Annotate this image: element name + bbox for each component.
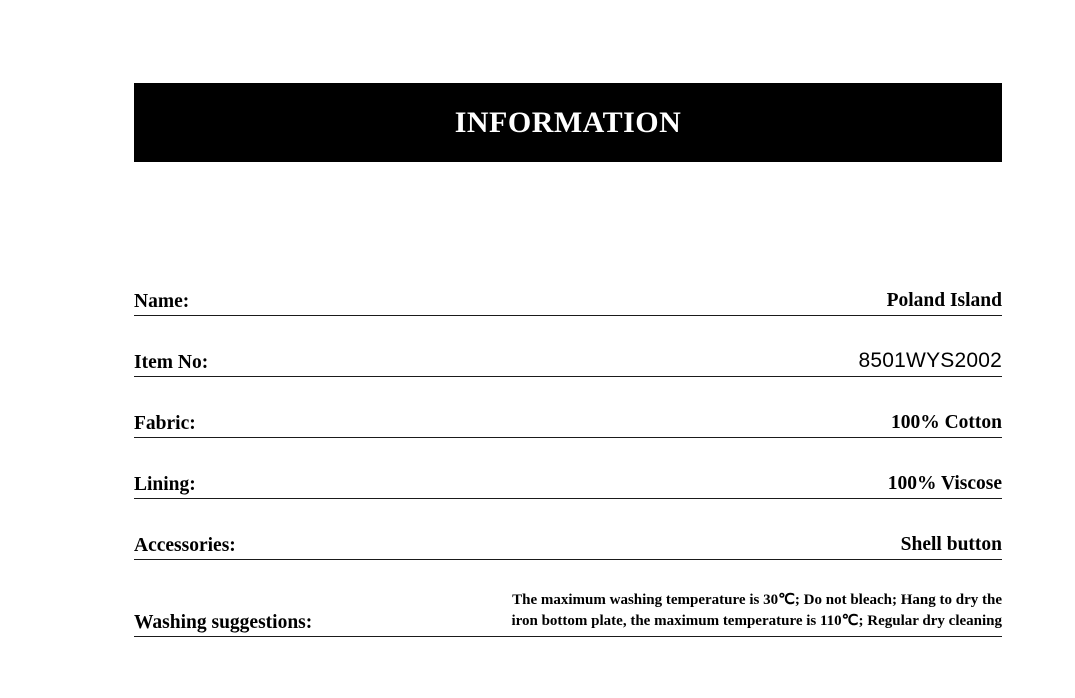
row-label-accessories: Accessories:	[134, 534, 236, 556]
row-label-lining: Lining:	[134, 473, 196, 495]
table-row	[134, 458, 1002, 499]
table-row	[134, 580, 1002, 637]
row-value-name: Poland Island	[886, 289, 1002, 311]
table-row	[134, 336, 1002, 377]
page-title: INFORMATION	[454, 105, 682, 139]
row-label-fabric: Fabric:	[134, 412, 196, 434]
row-label-washing-suggestions: Washing suggestions:	[134, 611, 313, 633]
specification-table	[134, 275, 1002, 637]
row-value-accessories: Shell button	[900, 533, 1002, 555]
washing-line-1: The maximum washing temperature is 30℃; Do not bleach; Hang to dry the	[512, 591, 1002, 608]
row-value-lining: 100% Viscose	[887, 472, 1002, 494]
table-row	[134, 519, 1002, 560]
table-row	[134, 275, 1002, 316]
row-value-fabric: 100% Cotton	[890, 411, 1002, 433]
row-value-item-no: 8501WYS2002	[858, 349, 1002, 372]
row-label-item-no: Item No:	[134, 351, 209, 373]
row-value-washing-suggestions	[511, 590, 1002, 637]
washing-line-2: iron bottom plate, the maximum temperature is 110℃; Regular dry cleaning	[511, 613, 1002, 630]
document-header-bar	[134, 83, 1002, 162]
row-label-name: Name:	[134, 290, 190, 312]
table-row	[134, 397, 1002, 438]
